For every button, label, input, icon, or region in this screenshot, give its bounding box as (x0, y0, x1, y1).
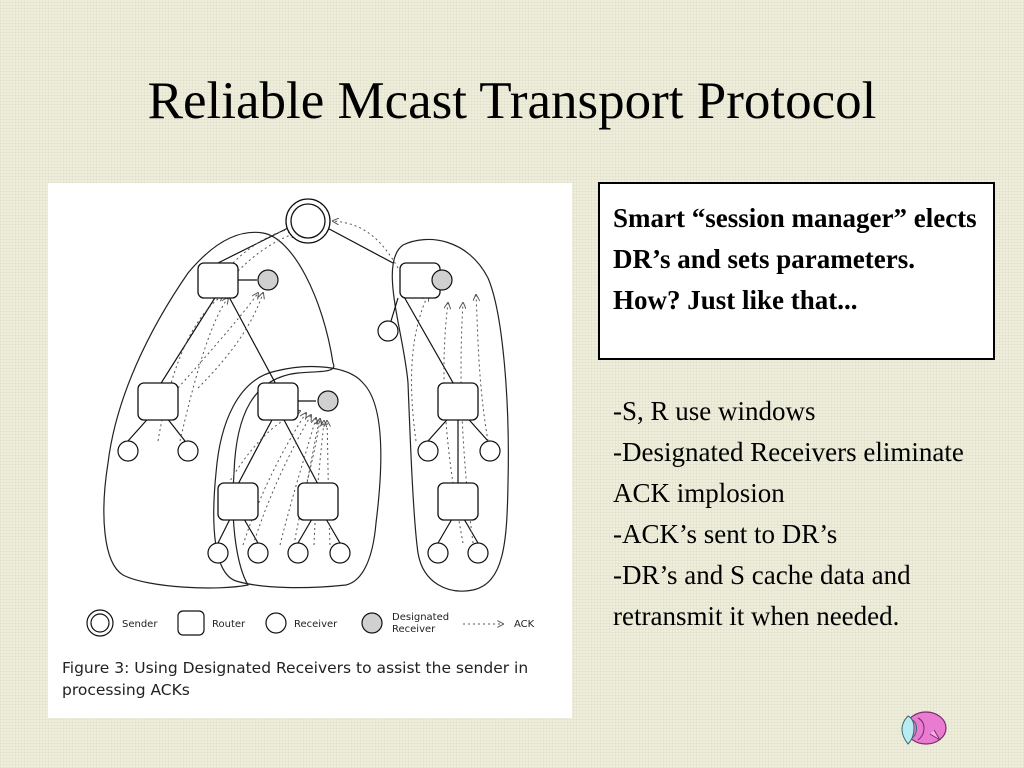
session-manager-callout: Smart “session manager” elects DR’s and sets parameters. How? Just like that... (598, 182, 995, 360)
router-node (438, 383, 478, 420)
router-node (218, 483, 258, 520)
bullet-item: -S, R use windows (613, 396, 816, 426)
figure-caption: Figure 3: Using Designated Receivers to assist the sender in processing ACKs (62, 659, 529, 699)
designated-receiver-node (432, 270, 452, 290)
router-node (298, 483, 338, 520)
figure-legend (87, 610, 535, 636)
bullet-item: -DR’s and S cache data and retransmit it when needed. (613, 560, 911, 631)
router-node (438, 483, 478, 520)
multicast-tree-diagram (48, 183, 572, 718)
router-node (198, 263, 238, 298)
receiver-node (248, 543, 268, 563)
receiver-node (428, 543, 448, 563)
slide-title: Reliable Mcast Transport Protocol (147, 72, 877, 130)
bullet-item: -Designated Receivers eliminate ACK implosion (613, 437, 964, 508)
receiver-node (468, 543, 488, 563)
router-node (138, 383, 178, 420)
legend-receiver-label: Receiver (294, 619, 338, 630)
receiver-node (378, 321, 398, 341)
conch-shell-icon[interactable] (896, 704, 948, 752)
multicast-tree-figure (48, 183, 572, 718)
legend-designated-receiver-label-1: Designated (392, 612, 450, 623)
router-node (258, 383, 298, 420)
receiver-node (330, 543, 350, 563)
receiver-node (418, 441, 438, 461)
bullet-list (613, 391, 1013, 637)
receiver-node (288, 543, 308, 563)
legend-designated-receiver-label-2: Receiver (392, 624, 436, 635)
receiver-node (118, 441, 138, 461)
legend-router-label: Router (212, 619, 246, 630)
legend-sender-label: Sender (122, 619, 158, 630)
sender-node (286, 199, 330, 243)
receiver-node (480, 441, 500, 461)
bullet-item: -ACK’s sent to DR’s (613, 519, 838, 549)
receiver-node (178, 441, 198, 461)
receiver-node (208, 543, 228, 563)
designated-receiver-node (318, 391, 338, 411)
designated-receiver-node (258, 270, 278, 290)
legend-ack-label: ACK (514, 619, 535, 630)
